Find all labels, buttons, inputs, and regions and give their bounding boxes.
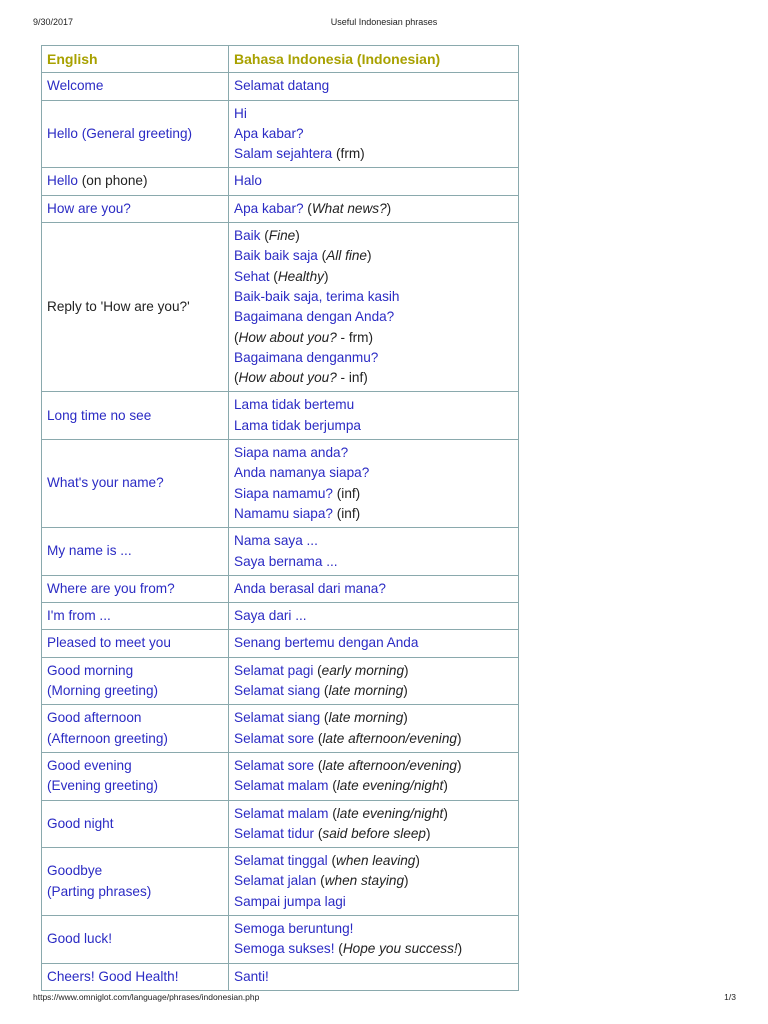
phrase-line (234, 892, 513, 912)
phrase-link[interactable]: Selamat datang (234, 78, 330, 94)
translation-note: Healthy (277, 268, 324, 284)
phrase-note: ( (328, 778, 337, 794)
phrase-link[interactable]: Good morning (47, 662, 134, 678)
phrase-link[interactable]: Selamat siang (234, 710, 321, 726)
phrase-line (47, 967, 223, 987)
phrase-link[interactable]: Baik-baik saja, terima kasih (234, 288, 400, 304)
phrase-line (47, 661, 223, 681)
table-row (42, 223, 519, 392)
phrase-line (47, 406, 223, 426)
phrase-link[interactable]: Bagaimana denganmu? (234, 349, 379, 365)
phrase-line (234, 348, 513, 368)
phrase-line (234, 416, 513, 436)
indonesian-cell (229, 657, 519, 705)
indonesian-cell (229, 440, 519, 528)
english-cell (42, 800, 229, 848)
phrase-note: ) (456, 757, 462, 773)
phrase-link[interactable]: Welcome (47, 78, 104, 94)
english-cell (42, 168, 229, 195)
translation-note: late morning (328, 710, 404, 726)
english-cell (42, 195, 229, 222)
phrase-line (47, 297, 223, 317)
phrase-rows (42, 73, 519, 991)
english-cell (42, 705, 229, 753)
phrase-link[interactable]: My name is ... (47, 543, 132, 559)
phrase-line (234, 633, 513, 653)
phrase-line (234, 484, 513, 504)
english-cell (42, 603, 229, 630)
phrase-link[interactable]: Hello (General greeting) (47, 125, 193, 141)
phrase-link[interactable]: Selamat sore (234, 757, 315, 773)
indonesian-cell (229, 528, 519, 576)
phrase-line (47, 681, 223, 701)
indonesian-cell (229, 752, 519, 800)
indonesian-cell (229, 603, 519, 630)
phrase-link[interactable]: Hello (47, 173, 78, 189)
phrase-note: ( (327, 853, 337, 869)
phrase-line (47, 729, 223, 749)
phrase-note: (inf) (333, 485, 361, 501)
phrase-note: ) (404, 662, 409, 678)
phrase-note: ) (403, 710, 408, 726)
print-header (0, 17, 768, 31)
phrase-note: ( (234, 370, 239, 386)
phrase-line (234, 729, 513, 749)
english-cell (42, 963, 229, 990)
phrase-line (234, 919, 513, 939)
phrase-link[interactable]: Apa kabar? (234, 200, 304, 216)
table-row (42, 752, 519, 800)
phrase-link[interactable]: Pleased to meet you (47, 635, 171, 651)
phrase-line (234, 756, 513, 776)
phrase-line (47, 606, 223, 626)
phrase-note: ) (443, 778, 448, 794)
indonesian-cell (229, 705, 519, 753)
phrase-line (47, 882, 223, 902)
table-row (42, 657, 519, 705)
phrase-line (47, 814, 223, 834)
phrase-note: ) (403, 683, 408, 699)
translation-note: How about you? (238, 329, 337, 345)
phrase-link[interactable]: Selamat tinggal (234, 853, 328, 869)
phrase-line (234, 328, 513, 348)
phrase-line (234, 199, 513, 219)
phrase-note: Reply to 'How are you?' (47, 299, 190, 315)
phrase-line (234, 124, 513, 144)
english-cell (42, 528, 229, 576)
english-cell (42, 630, 229, 657)
phrase-link[interactable]: Semoga sukses! (234, 941, 335, 957)
translation-note: late afternoon/evening (322, 757, 457, 773)
print-footer (0, 992, 768, 1006)
table-row (42, 603, 519, 630)
indonesian-cell (229, 195, 519, 222)
page-number: 1/3 (724, 992, 736, 1002)
translation-note: Fine (268, 228, 296, 244)
translation-note: What news? (311, 200, 387, 216)
phrase-note: ) (425, 825, 431, 841)
translation-note: How about you? (238, 370, 337, 386)
english-cell (42, 392, 229, 440)
phrase-line (234, 708, 513, 728)
phrase-line (234, 171, 513, 191)
phrase-link[interactable]: Anda berasal dari mana? (234, 580, 386, 596)
table-row (42, 440, 519, 528)
phrase-line (47, 171, 223, 191)
phrase-line (234, 368, 513, 388)
translation-note: late afternoon/evening (322, 730, 457, 746)
translation-note: when leaving (336, 853, 416, 869)
print-date: 9/30/2017 (33, 17, 74, 27)
phrase-link[interactable]: Lama tidak berjumpa (234, 417, 361, 433)
phrase-note: ) (386, 200, 392, 216)
indonesian-cell (229, 575, 519, 602)
phrase-link[interactable]: Selamat malam (234, 805, 329, 821)
phrase-link[interactable]: Good luck! (47, 931, 112, 947)
phrase-line (234, 144, 513, 164)
phrase-line (234, 267, 513, 287)
phrase-link[interactable]: (Afternoon greeting) (47, 730, 168, 746)
indonesian-cell (229, 223, 519, 392)
phrase-link[interactable]: Siapa namamu? (234, 485, 333, 501)
phrase-note: - frm) (336, 329, 374, 345)
phrase-note: (frm) (332, 146, 365, 162)
translation-note: Hope you success! (342, 941, 458, 957)
phrase-link[interactable]: said before sleep (322, 825, 426, 841)
english-cell (42, 100, 229, 168)
indonesian-cell (229, 848, 519, 916)
table-row (42, 848, 519, 916)
table-row (42, 800, 519, 848)
indonesian-cell (229, 915, 519, 963)
phrase-line (47, 633, 223, 653)
phrase-line (47, 929, 223, 949)
phrase-line (234, 443, 513, 463)
phrase-line (234, 871, 513, 891)
phrase-note: ( (314, 730, 323, 746)
phrase-link[interactable]: Senang bertemu dengan Anda (234, 635, 419, 651)
phrase-note: ) (456, 730, 462, 746)
phrase-link[interactable]: Cheers! Good Health! (47, 968, 179, 984)
english-cell (42, 440, 229, 528)
phrase-line (234, 287, 513, 307)
indonesian-cell (229, 630, 519, 657)
table-row (42, 963, 519, 990)
phrase-link[interactable]: Good afternoon (47, 710, 142, 726)
phrase-link[interactable]: Baik (234, 228, 261, 244)
phrase-note: ( (334, 941, 343, 957)
phrase-note: ) (443, 805, 448, 821)
phrase-line (47, 776, 223, 796)
phrase-link[interactable]: Halo (234, 173, 262, 189)
phrase-link[interactable]: I'm from ... (47, 608, 111, 624)
table-header-row (42, 46, 519, 73)
phrase-link[interactable]: Sehat (234, 268, 270, 284)
phrase-link[interactable]: Bagaimana dengan Anda? (234, 309, 395, 325)
phrase-link[interactable]: Selamat siang (234, 683, 321, 699)
phrase-note: (on phone) (77, 173, 148, 189)
phrase-note: ( (320, 710, 329, 726)
phrase-link[interactable]: Good night (47, 815, 114, 831)
indonesian-cell (229, 392, 519, 440)
phrase-note: ( (234, 329, 239, 345)
header-english: English (42, 46, 229, 73)
phrase-line (234, 606, 513, 626)
phrase-link[interactable]: (Morning greeting) (47, 683, 159, 699)
translation-note: late morning (328, 683, 404, 699)
header-indonesian: Bahasa Indonesia (Indonesian) (229, 46, 519, 73)
phrase-note: - inf) (336, 370, 368, 386)
phrase-link[interactable]: Semoga beruntung! (234, 920, 354, 936)
phrase-link[interactable]: Sampai jumpa lagi (234, 893, 346, 909)
phrase-line (234, 851, 513, 871)
phrase-line (234, 76, 513, 96)
phrase-line (234, 246, 513, 266)
phrase-note: (inf) (332, 505, 361, 521)
phrases-table (41, 45, 519, 991)
phrase-link[interactable]: Nama saya ... (234, 533, 318, 549)
translation-note: when staying (324, 873, 405, 889)
phrase-line (234, 661, 513, 681)
phrase-line (234, 504, 513, 524)
table-row (42, 195, 519, 222)
english-cell (42, 848, 229, 916)
phrase-note: ( (316, 873, 325, 889)
phrase-link[interactable]: (Parting phrases) (47, 883, 152, 899)
phrase-note: ( (313, 662, 322, 678)
phrase-link[interactable]: Goodbye (47, 863, 103, 879)
phrase-link[interactable]: Anda namanya siapa? (234, 465, 370, 481)
phrase-note: ( (269, 268, 278, 284)
phrase-link[interactable]: Saya bernama ... (234, 553, 338, 569)
translation-note: late evening/night (336, 805, 444, 821)
phrase-link[interactable]: Salam sejahtera (234, 146, 333, 162)
phrase-line (47, 861, 223, 881)
phrase-note: ( (317, 248, 327, 264)
phrase-note: ( (314, 757, 323, 773)
phrase-line (47, 199, 223, 219)
phrase-line (234, 776, 513, 796)
phrase-line (234, 226, 513, 246)
indonesian-cell (229, 963, 519, 990)
phrase-line (47, 473, 223, 493)
english-cell (42, 915, 229, 963)
phrase-link[interactable]: Lama tidak bertemu (234, 397, 355, 413)
phrase-link[interactable]: Where are you from? (47, 580, 175, 596)
phrase-link[interactable]: (Evening greeting) (47, 778, 159, 794)
phrase-link[interactable]: How are you? (47, 200, 131, 216)
english-cell (42, 657, 229, 705)
phrase-link[interactable]: What's your name? (47, 475, 164, 491)
phrase-note: ) (367, 248, 372, 264)
phrase-line (47, 708, 223, 728)
table-row (42, 100, 519, 168)
phrase-link[interactable]: Hi (234, 105, 247, 121)
phrase-line (234, 824, 513, 844)
phrase-note: ( (328, 805, 337, 821)
phrase-link[interactable]: Siapa nama anda? (234, 445, 349, 461)
phrase-link[interactable]: Apa kabar? (234, 125, 304, 141)
phrase-line (234, 681, 513, 701)
english-cell (42, 752, 229, 800)
indonesian-cell (229, 100, 519, 168)
phrase-link[interactable]: Selamat tidur (234, 825, 315, 841)
phrase-line (234, 939, 513, 959)
translation-note: early morning (321, 662, 405, 678)
print-title: Useful Indonesian phrases (330, 17, 438, 27)
table-row (42, 630, 519, 657)
phrase-note: ( (320, 683, 329, 699)
phrase-line (234, 531, 513, 551)
table-row (42, 705, 519, 753)
phrase-note: ( (260, 228, 269, 244)
phrase-line (234, 395, 513, 415)
translation-note: late evening/night (336, 778, 444, 794)
indonesian-cell (229, 800, 519, 848)
phrase-note: ) (457, 941, 463, 957)
table-row (42, 168, 519, 195)
phrase-line (47, 541, 223, 561)
phrase-link[interactable]: Santi! (234, 968, 269, 984)
phrase-line (234, 579, 513, 599)
translation-note: All fine (326, 248, 367, 264)
phrase-link[interactable]: Baik baik saja (234, 248, 318, 264)
phrase-line (47, 76, 223, 96)
print-url: https://www.omniglot.com/language/phrases/indonesian.php (33, 992, 260, 1002)
indonesian-cell (229, 73, 519, 100)
phrase-note: ) (404, 873, 409, 889)
phrase-link[interactable]: Selamat sore (234, 730, 315, 746)
indonesian-cell (229, 168, 519, 195)
phrase-link[interactable]: Saya dari ... (234, 608, 307, 624)
phrase-line (47, 124, 223, 144)
english-cell (42, 73, 229, 100)
english-cell (42, 223, 229, 392)
phrase-note: ) (295, 228, 300, 244)
phrase-link[interactable]: Selamat pagi (234, 662, 314, 678)
table-row (42, 915, 519, 963)
english-cell (42, 575, 229, 602)
phrase-line (234, 967, 513, 987)
table-row (42, 575, 519, 602)
table-row (42, 528, 519, 576)
table-row (42, 73, 519, 100)
phrase-line (234, 104, 513, 124)
phrase-note: ( (314, 825, 323, 841)
phrase-line (234, 463, 513, 483)
phrase-line (234, 552, 513, 572)
phrase-link[interactable]: Good evening (47, 757, 132, 773)
phrase-note: ( (303, 200, 312, 216)
phrase-link[interactable]: Selamat jalan (234, 873, 317, 889)
phrase-line (47, 756, 223, 776)
table-row (42, 392, 519, 440)
phrase-link[interactable]: Long time no see (47, 407, 152, 423)
phrase-note: ) (323, 268, 329, 284)
phrase-line (234, 804, 513, 824)
phrase-link[interactable]: Selamat malam (234, 778, 329, 794)
phrase-link[interactable]: Namamu siapa? (234, 505, 333, 521)
phrase-line (234, 307, 513, 327)
phrase-note: ) (415, 853, 420, 869)
phrase-line (47, 579, 223, 599)
